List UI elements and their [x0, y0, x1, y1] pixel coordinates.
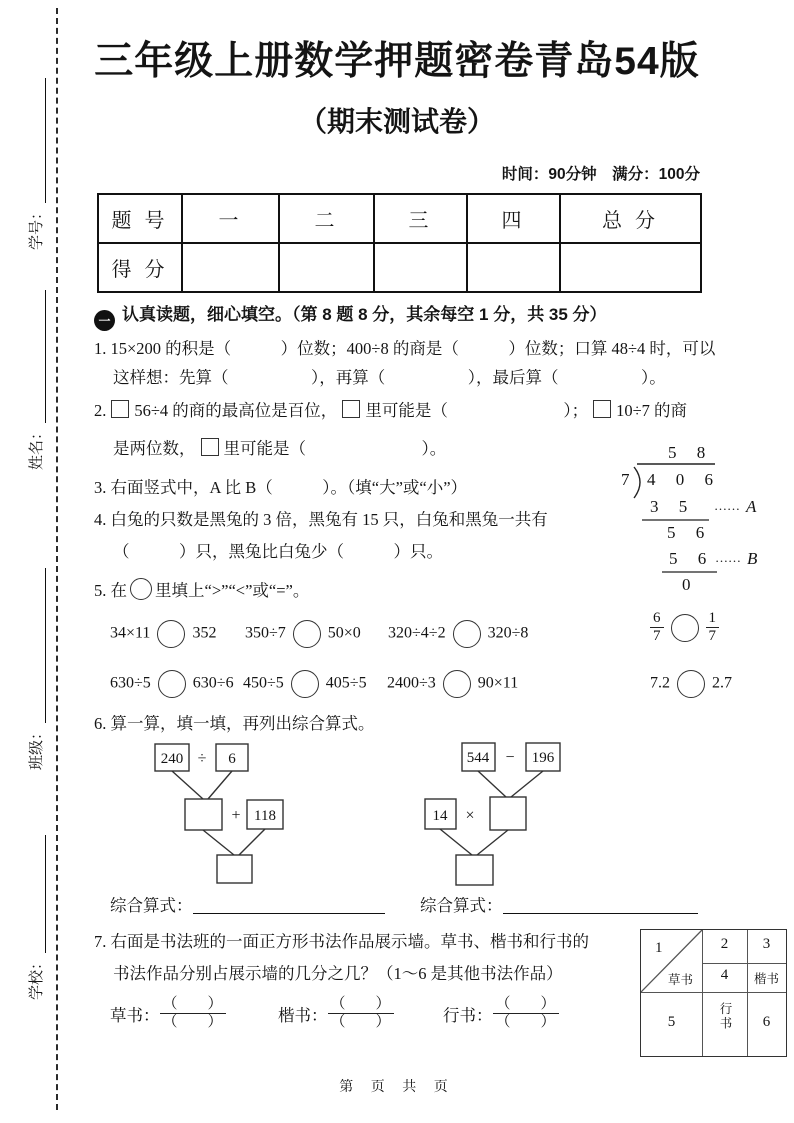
operand: 240: [160, 751, 184, 767]
question-2-number: 2.: [94, 401, 107, 420]
question-2-text-2: 里可能是（ ）；: [365, 401, 589, 420]
score-table-cell-total: 总 分: [560, 194, 701, 243]
question-1-line-2: 这样想：先算（ ），再算（ ），最后算（ ）。: [113, 368, 666, 387]
flowchart-left: [140, 736, 320, 888]
section-one-header: [94, 300, 607, 331]
compare-left: 34×11: [110, 624, 151, 642]
grid-line: [702, 963, 786, 964]
score-table-cell-timing: 题 号: [98, 194, 182, 243]
wall-cell-2: 2: [720, 936, 729, 952]
question-5-text-1: 5. 在: [94, 581, 127, 600]
score-cell-3: [374, 243, 467, 292]
name-blank-line: [30, 290, 46, 423]
question-7-line-2: 书法作品分别占展示墙的几分之几？（1～6 是其他书法作品）: [113, 964, 563, 983]
kaishu-label: 楷书：: [278, 1005, 328, 1025]
division-step2: 5 6: [667, 523, 713, 542]
fraction-blank-numerator: （ ）: [328, 996, 394, 1014]
blank-square-box: [593, 400, 611, 418]
xingshu-label: 行书：: [443, 1005, 493, 1025]
wall-cell-xingshu: 行书: [718, 1002, 732, 1031]
compare-circle: [130, 578, 152, 600]
wall-cell-4: 4: [720, 967, 729, 983]
division-label-b: B: [747, 549, 758, 568]
flowchart-right: [418, 736, 600, 891]
operator: ÷: [197, 750, 207, 767]
compare-item: [110, 620, 216, 648]
division-label-a: A: [746, 497, 757, 516]
answer-fraction: [160, 996, 226, 1031]
compare-item: [650, 670, 732, 698]
operand: 544: [466, 750, 490, 766]
fraction-denominator: 7: [708, 628, 716, 644]
compare-circle: [157, 620, 185, 648]
compare-right: 352: [192, 624, 217, 642]
expression-label: 综合算式：: [420, 896, 503, 915]
question-2-text-4: 是两位数，: [113, 439, 196, 458]
division-quotient: 5 8: [668, 443, 714, 462]
empty-answer-box: [185, 799, 222, 830]
compare-right: 90×11: [477, 674, 519, 692]
blank-square-box: [111, 400, 129, 418]
operator: −: [505, 749, 515, 766]
expression-label: 综合算式：: [110, 896, 193, 915]
score-cell-total: [560, 243, 701, 292]
fraction-blank-numerator: （ ）: [493, 996, 559, 1014]
score-table-header-row: [98, 194, 701, 243]
fraction-numerator: 6: [650, 610, 664, 628]
compare-circle: [671, 614, 699, 642]
score-cell-1: [182, 243, 279, 292]
school-label: 学校：: [29, 954, 45, 1000]
xingshu-answer: [443, 996, 559, 1031]
compare-item: [245, 620, 361, 648]
question-4-line-1: 4. 白兔的只数是黑兔的 3 倍，黑兔有 15 只，白兔和黑兔一共有: [94, 510, 548, 529]
compare-circle: [293, 620, 321, 648]
section-one-badge: 一: [94, 310, 115, 331]
expression-answer-right: [420, 892, 698, 916]
compare-item: [387, 670, 518, 698]
fraction-left: [650, 610, 664, 645]
page-footer: 第 页 共 页: [339, 1080, 455, 1095]
compare-left: 320÷4÷2: [388, 624, 446, 642]
compare-left: 630÷5: [110, 674, 151, 692]
calligraphy-wall-figure: [640, 929, 787, 1057]
student-id-blank-line: [30, 78, 46, 203]
question-6-header: 6. 算一算，填一填，再列出综合算式。: [94, 714, 375, 733]
compare-item: [110, 670, 234, 698]
question-7-line-1: 7. 右面是书法班的一面正方形书法作品展示墙。草书、楷书和行书的: [94, 932, 589, 951]
school-blank-line: [30, 835, 46, 953]
division-remainder: 0: [682, 575, 691, 593]
operator: +: [231, 807, 241, 824]
fraction-blank-numerator: （ ）: [160, 996, 226, 1014]
operand: 14: [432, 808, 448, 824]
score-table-cell-three: 三: [374, 194, 467, 243]
connector-line: [172, 771, 203, 799]
connector-line: [203, 830, 234, 855]
name-field: [24, 290, 46, 470]
wall-cell-1: 1: [655, 940, 663, 956]
operator: ×: [465, 807, 475, 824]
question-1-line-1: 1. 15×200 的积是（ ）位数；400÷8 的商是（ ）位数；口算 48÷4 时，可以: [94, 339, 716, 358]
score-table-cell-four: 四: [467, 194, 560, 243]
score-table-cell-two: 二: [279, 194, 374, 243]
class-blank-line: [30, 568, 46, 723]
score-cell-4: [467, 243, 560, 292]
compare-circle: [158, 670, 186, 698]
expression-blank-line: [503, 897, 698, 914]
school-field: [24, 835, 46, 1000]
empty-answer-box: [490, 797, 526, 830]
long-division-figure: [618, 441, 776, 593]
grid-line: [641, 992, 786, 993]
question-2-line-2: [113, 437, 446, 461]
compare-right: 320÷8: [487, 624, 529, 642]
connector-line: [208, 771, 232, 799]
class-field: [24, 568, 46, 770]
operand: 196: [531, 750, 555, 766]
compare-circle: [677, 670, 705, 698]
score-table-score-row: [98, 243, 701, 292]
connector-line: [511, 771, 543, 797]
fraction-numerator: 1: [706, 610, 720, 628]
empty-answer-box: [456, 855, 493, 885]
student-id-label: 学号：: [29, 204, 45, 250]
score-table: [97, 193, 702, 293]
empty-answer-box: [217, 855, 252, 883]
connector-line: [440, 829, 472, 855]
score-table-cell-one: 一: [182, 194, 279, 243]
division-divisor: 7: [621, 470, 630, 489]
division-dots-a: ……: [714, 498, 740, 513]
fraction-blank-denominator: （ ）: [330, 1014, 391, 1030]
compare-circle: [443, 670, 471, 698]
exam-subtitle: （期末测试卷）: [298, 106, 495, 137]
question-3-text: 3. 右面竖式中，A 比 B（ ）。（填“大”或“小”）: [94, 478, 468, 497]
compare-right: 50×0: [327, 624, 361, 642]
fraction-blank-denominator: （ ）: [495, 1014, 556, 1030]
compare-left: 7.2: [650, 674, 670, 692]
question-4-line-2: （ ）只，黑兔比白兔少（ ）只。: [113, 542, 443, 561]
caoshu-answer: [110, 996, 226, 1031]
compare-left: 450÷5: [243, 674, 284, 692]
division-step3: 5 6: [669, 549, 715, 568]
operand: 6: [228, 751, 236, 767]
compare-right: 2.7: [712, 674, 732, 692]
time-score-info: 时间：90分钟 满分：100分: [501, 166, 700, 183]
caoshu-label: 草书：: [110, 1005, 160, 1025]
division-dots-b: ……: [715, 550, 741, 565]
wall-cell-caoshu: 草书: [668, 973, 694, 987]
connector-line: [477, 830, 508, 855]
name-label: 姓名：: [29, 424, 45, 470]
question-2-text-5: 里可能是（ ）。: [223, 439, 447, 458]
wall-cell-kaishu: 楷书: [753, 972, 779, 986]
section-one-title: 认真读题，细心填空。（第 8 题 8 分，其余每空 1 分，共 35 分）: [122, 305, 607, 324]
fraction-denominator: 7: [653, 628, 661, 644]
wall-cell-3: 3: [762, 936, 771, 952]
blank-square-box: [201, 438, 219, 456]
expression-answer-left: [110, 892, 385, 916]
compare-item: [243, 670, 367, 698]
question-2-line-1: [94, 399, 687, 423]
wall-cell-5: 5: [667, 1014, 676, 1030]
question-2-text-3: 10÷7 的商: [616, 401, 687, 420]
question-5-text-2: 里填上“>”“<”或“=”。: [155, 581, 310, 600]
division-bracket: [634, 467, 640, 498]
wall-cell-6: 6: [762, 1014, 771, 1030]
expression-blank-line: [193, 897, 385, 914]
division-dividend: 4 0 6: [647, 470, 721, 489]
score-row-label: 得 分: [98, 243, 182, 292]
operand: 118: [254, 808, 276, 824]
compare-left: 2400÷3: [387, 674, 436, 692]
class-label: 班级：: [29, 724, 45, 770]
compare-item-fractions: [650, 610, 719, 645]
compare-circle: [453, 620, 481, 648]
division-step1: 3 5: [650, 497, 696, 516]
compare-right: 630÷6: [192, 674, 234, 692]
compare-left: 350÷7: [245, 624, 286, 642]
connector-line: [478, 771, 506, 797]
connector-line: [239, 829, 265, 855]
answer-fraction: [493, 996, 559, 1031]
exam-title: 三年级上册数学押题密卷青岛54版: [94, 40, 700, 83]
blank-square-box: [342, 400, 360, 418]
question-5-header: [94, 578, 309, 603]
kaishu-answer: [278, 996, 394, 1031]
fraction-right: [706, 610, 720, 645]
fraction-blank-denominator: （ ）: [162, 1014, 223, 1030]
score-cell-2: [279, 243, 374, 292]
compare-item: [388, 620, 528, 648]
compare-right: 405÷5: [325, 674, 367, 692]
question-2-text-1: 56÷4 的商的最高位是百位，: [134, 401, 338, 420]
compare-circle: [291, 670, 319, 698]
answer-fraction: [328, 996, 394, 1031]
